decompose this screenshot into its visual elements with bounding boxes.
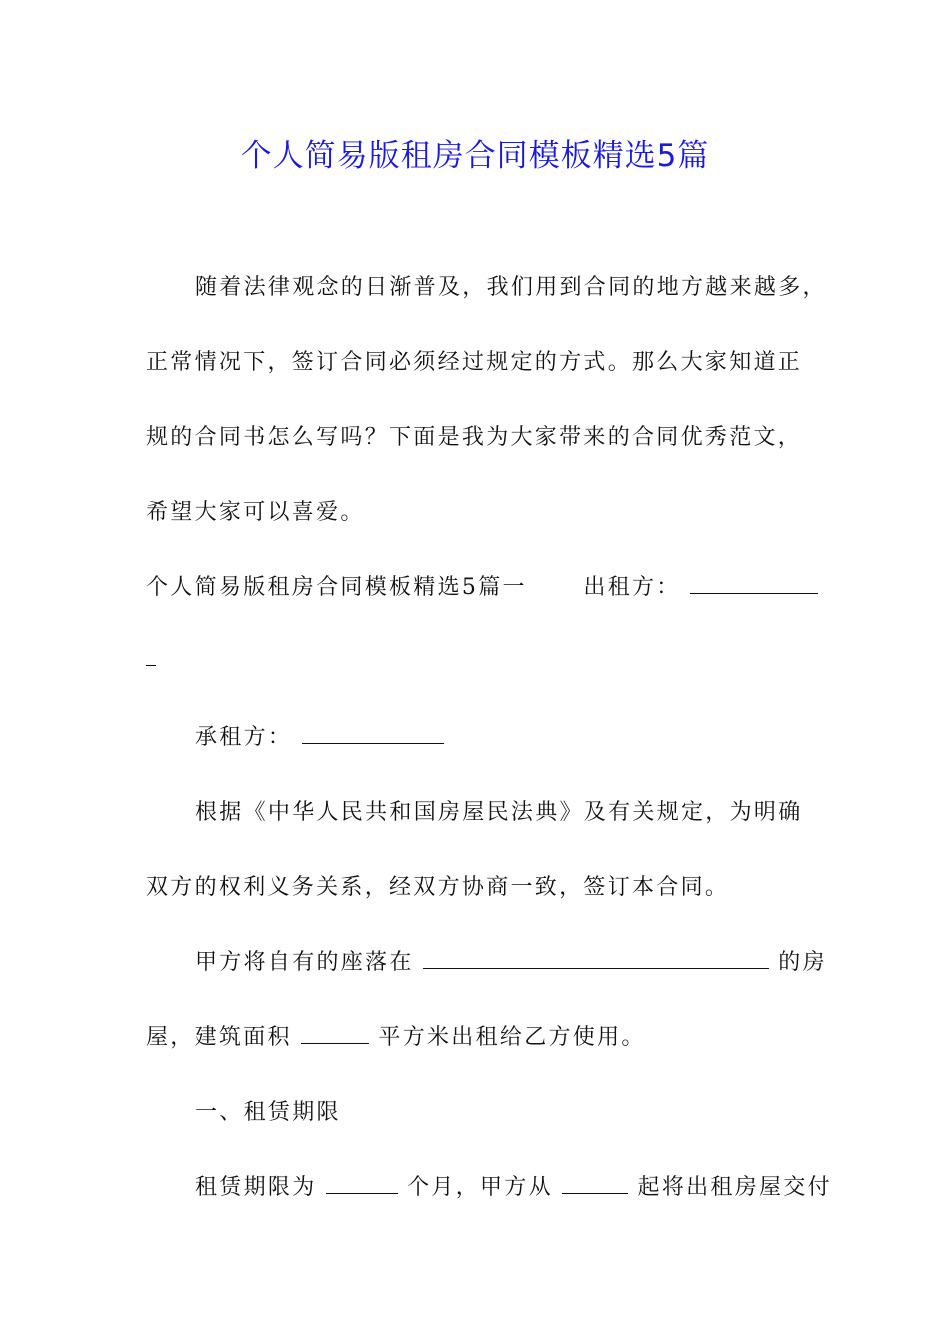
intro-line-2: 正常情况下，签订合同必须经过规定的方式。那么大家知道正 <box>146 350 803 375</box>
lessee-blank <box>302 723 444 744</box>
property-location-blank <box>423 948 769 969</box>
term-line <box>195 1170 832 1201</box>
term-date-blank <box>562 1173 628 1194</box>
document-title: 个人简易版租房合同模板精选5篇 <box>240 138 710 174</box>
basis-line-1: 根据《中华人民共和国房屋民法典》及有关规定，为明确 <box>195 800 803 825</box>
lessor-blank <box>690 573 818 594</box>
intro-line-3: 规的合同书怎么写吗？下面是我为大家带来的合同优秀范文， <box>146 425 803 450</box>
term-months-blank <box>326 1173 398 1194</box>
property-line-1-end: 的房 <box>778 950 827 975</box>
property-line-1 <box>195 945 827 976</box>
property-location-label: 甲方将自有的座落在 <box>195 950 414 975</box>
term-start: 租赁期限为 <box>195 1175 317 1200</box>
lessee-label: 承租方： <box>195 725 293 750</box>
intro-line-4: 希望大家可以喜爱。 <box>146 500 365 525</box>
section-1-heading-row <box>146 570 818 601</box>
property-area-blank <box>301 1023 369 1044</box>
lessee-row <box>195 720 444 751</box>
lessor-blank-tail <box>146 645 156 666</box>
property-area-label: 屋，建筑面积 <box>146 1025 292 1050</box>
basis-line-2: 双方的权利义务关系，经双方协商一致，签订本合同。 <box>146 875 730 900</box>
property-line-2 <box>146 1020 646 1051</box>
lessor-blank-continuation <box>146 645 156 672</box>
lessor-label: 出租方： <box>583 575 681 600</box>
term-mid: 个月，甲方从 <box>407 1175 553 1200</box>
section-1-heading: 个人简易版租房合同模板精选5篇一 <box>146 575 527 600</box>
intro-line-1: 随着法律观念的日渐普及，我们用到合同的地方越来越多， <box>195 275 827 300</box>
property-line-2-end: 平方米出租给乙方使用。 <box>378 1025 646 1050</box>
term-end: 起将出租房屋交付 <box>637 1175 832 1200</box>
clause-1-heading: 一、租赁期限 <box>195 1100 341 1125</box>
